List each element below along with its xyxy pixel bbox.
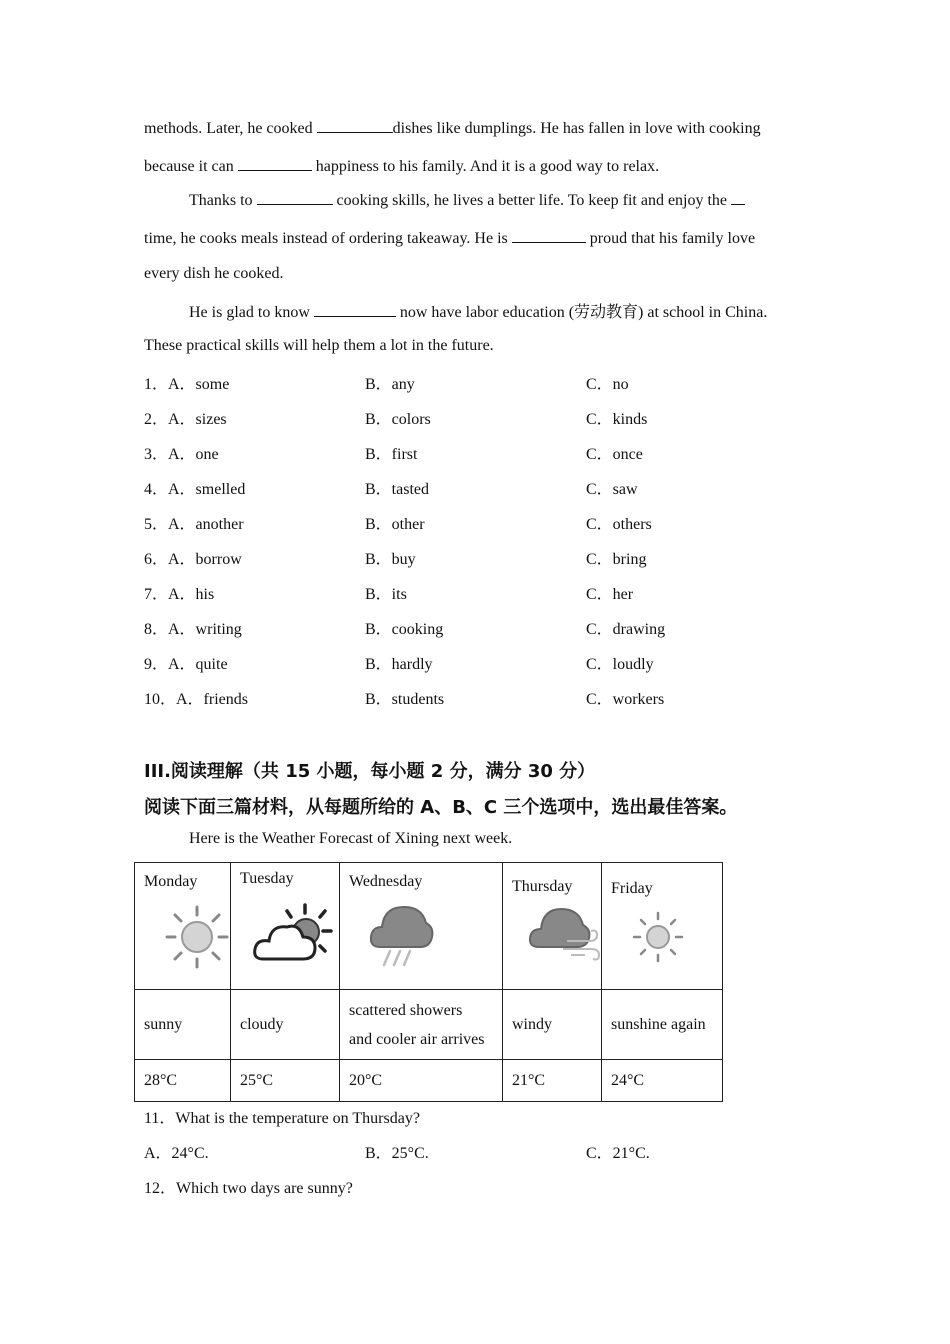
option-a[interactable]: 1．A．some — [144, 376, 230, 393]
option-a[interactable]: 3．A．one — [144, 446, 219, 463]
option-c[interactable]: C．bring — [586, 551, 647, 568]
question-11-options — [144, 1140, 844, 1162]
answer-blank[interactable] — [238, 156, 312, 171]
cloze-option-row — [144, 616, 844, 638]
passage-text: proud that his family love — [589, 230, 756, 247]
reading-intro: Here is the Weather Forecast of Xining next week. — [189, 830, 513, 847]
cloze-option-row — [144, 581, 844, 603]
cloze-option-row — [144, 406, 844, 428]
option-a[interactable]: 7．A．his — [144, 586, 215, 603]
option-b[interactable]: B．colors — [365, 411, 431, 428]
day-name: Friday — [611, 880, 653, 897]
passage-text: dishes like dumplings. He has fallen in love with cooking — [392, 120, 761, 137]
option-c[interactable]: C．saw — [586, 481, 638, 498]
option-a[interactable]: A．24°C. — [144, 1145, 209, 1162]
cloze-option-row — [144, 686, 844, 708]
weather-desc-line: scattered showers — [349, 1001, 463, 1019]
passage-text: methods. Later, he cooked — [144, 120, 313, 137]
option-c[interactable]: C．kinds — [586, 411, 648, 428]
weather-cell-thursday — [503, 863, 602, 990]
rain-cloud-icon — [370, 903, 434, 969]
answer-blank[interactable] — [314, 302, 396, 317]
weather-desc-line: and cooler air arrives — [349, 1030, 485, 1048]
weather-desc: sunny — [135, 990, 231, 1060]
answer-blank[interactable] — [731, 190, 745, 205]
passage-line-6 — [189, 299, 767, 322]
day-name: Monday — [144, 873, 198, 890]
windy-cloud-icon — [529, 905, 601, 965]
passage-line-5: every dish he cooked. — [144, 265, 284, 282]
option-b[interactable]: B．cooking — [365, 621, 444, 638]
option-a[interactable]: 2．A．sizes — [144, 411, 227, 428]
day-name: Thursday — [512, 878, 573, 895]
cloze-option-row — [144, 651, 844, 673]
passage-line-3 — [189, 190, 749, 210]
answer-blank[interactable] — [512, 228, 586, 243]
weather-temp-row — [135, 1060, 723, 1102]
weather-icon-row — [135, 863, 723, 990]
option-b[interactable]: B．other — [365, 516, 425, 533]
weather-desc: cloudy — [231, 990, 340, 1060]
weather-desc: sunshine again — [602, 990, 723, 1060]
answer-blank[interactable] — [257, 190, 333, 205]
option-b[interactable]: B．buy — [365, 551, 416, 568]
passage-text: time, he cooks meals instead of ordering takeaway. He is — [144, 230, 508, 247]
passage-text: happiness to his family. And it is a good way to relax. — [315, 158, 660, 175]
weather-temp: 25°C — [231, 1060, 340, 1102]
cloze-option-row — [144, 511, 844, 533]
day-name: Tuesday — [240, 870, 294, 887]
option-b[interactable]: B．its — [365, 586, 407, 603]
option-a[interactable]: 9．A．quite — [144, 656, 228, 673]
weather-cell-tuesday — [231, 863, 340, 990]
option-a[interactable]: 4．A．smelled — [144, 481, 246, 498]
weather-cell-wednesday — [340, 863, 503, 990]
section-title: III.阅读理解（共 15 小题，每小题 2 分，满分 30 分） — [144, 761, 596, 782]
cloze-option-row — [144, 441, 844, 463]
passage-text: He is glad to know — [189, 304, 310, 321]
sun-icon — [632, 911, 684, 963]
weather-temp: 20°C — [340, 1060, 503, 1102]
weather-table — [134, 862, 723, 1102]
passage-text: Thanks to — [189, 192, 253, 209]
passage-line-1 — [144, 118, 761, 138]
option-b[interactable]: B．students — [365, 691, 445, 708]
section-instruction: 阅读下面三篇材料，从每题所给的 A、B、C 三个选项中，选出最佳答案。 — [144, 797, 738, 818]
option-a[interactable]: 6．A．borrow — [144, 551, 242, 568]
weather-temp: 28°C — [135, 1060, 231, 1102]
passage-text: now have labor education (劳动教育) at school in China. — [399, 304, 768, 321]
weather-desc — [340, 990, 503, 1060]
option-a[interactable]: 8．A．writing — [144, 621, 242, 638]
passage-line-7: These practical skills will help them a lot in the future. — [144, 337, 494, 354]
option-a[interactable]: 10．A．friends — [144, 691, 248, 708]
cloze-option-row — [144, 546, 844, 568]
passage-text: because it can — [144, 158, 234, 175]
option-a[interactable]: 5．A．another — [144, 516, 244, 533]
option-c[interactable]: C．no — [586, 376, 629, 393]
question-11: 11．What is the temperature on Thursday? — [144, 1110, 420, 1127]
question-12: 12．Which two days are sunny? — [144, 1180, 353, 1197]
answer-blank[interactable] — [317, 118, 393, 133]
option-b[interactable]: B．tasted — [365, 481, 429, 498]
option-c[interactable]: C．her — [586, 586, 634, 603]
weather-cell-monday — [135, 863, 231, 990]
passage-line-4 — [144, 228, 755, 248]
passage-line-2 — [144, 156, 659, 176]
partly-cloudy-icon — [253, 901, 337, 967]
cloze-option-row — [144, 371, 844, 393]
option-c[interactable]: C．once — [586, 446, 643, 463]
weather-temp: 24°C — [602, 1060, 723, 1102]
option-c[interactable]: C．loudly — [586, 656, 654, 673]
weather-temp: 21°C — [503, 1060, 602, 1102]
weather-desc-row — [135, 990, 723, 1060]
option-b[interactable]: B．25°C. — [365, 1145, 429, 1162]
sun-icon — [165, 905, 229, 969]
option-c[interactable]: C．others — [586, 516, 652, 533]
passage-text: cooking skills, he lives a better life. To keep fit and enjoy the — [336, 192, 728, 209]
day-name: Wednesday — [349, 873, 423, 890]
option-c[interactable]: C．workers — [586, 691, 665, 708]
option-c[interactable]: C．21°C. — [586, 1145, 650, 1162]
option-b[interactable]: B．hardly — [365, 656, 433, 673]
option-b[interactable]: B．first — [365, 446, 418, 463]
option-b[interactable]: B．any — [365, 376, 415, 393]
weather-desc: windy — [503, 990, 602, 1060]
cloze-option-row — [144, 476, 844, 498]
weather-cell-friday — [602, 863, 723, 990]
option-c[interactable]: C．drawing — [586, 621, 666, 638]
